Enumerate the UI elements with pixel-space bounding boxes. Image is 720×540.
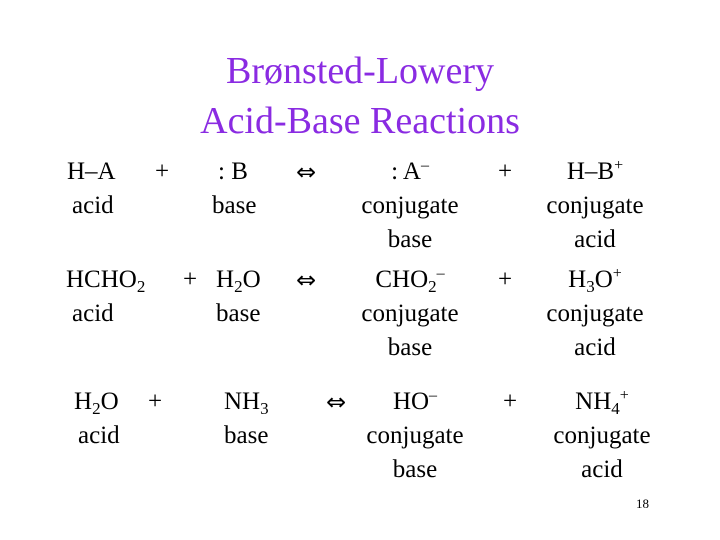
row3-plus2: + bbox=[503, 388, 518, 415]
row3-product2-subscript: 4 bbox=[611, 399, 620, 418]
title-line1-text: Brønsted-Lowery bbox=[225, 50, 495, 92]
row3-product1-label2: base bbox=[392, 456, 438, 483]
row3-product2-charge: + bbox=[619, 387, 629, 404]
row2-reactant2-formula-end: O bbox=[242, 266, 261, 293]
page-number: 18 bbox=[636, 496, 649, 511]
row2-product2-formula-end: O bbox=[594, 266, 613, 293]
row2-plus2: + bbox=[498, 266, 513, 293]
row1-product1-formula: : A bbox=[391, 158, 421, 185]
row1-plus2: + bbox=[498, 158, 513, 185]
row3-product2 bbox=[532, 385, 672, 419]
row3-product1-label1: conjugate bbox=[366, 422, 464, 449]
row2-product1-charge: – bbox=[436, 265, 445, 282]
row2-product1-label1: conjugate bbox=[361, 300, 459, 327]
row2-product1-subscript: 2 bbox=[428, 277, 437, 296]
row2-product1-formula: CHO bbox=[375, 266, 429, 293]
row3-reactant1-subscript: 2 bbox=[92, 399, 101, 418]
row3-reactant1-formula: H bbox=[74, 388, 93, 415]
row3-product2-formula: NH bbox=[575, 388, 612, 415]
row3-product1-formula: HO bbox=[392, 388, 430, 415]
row3-reactant1 bbox=[74, 385, 119, 419]
row1-plus1: + bbox=[155, 158, 170, 185]
row1-product2-label1: conjugate bbox=[546, 192, 644, 219]
row3-product2-label1: conjugate bbox=[553, 422, 651, 449]
slide-title-line2 bbox=[0, 100, 720, 142]
row1-product2-formula: H–B bbox=[566, 158, 615, 185]
row2-product2-label1: conjugate bbox=[546, 300, 644, 327]
row3-reactant1-formula-end: O bbox=[100, 388, 119, 415]
row2-reactant2 bbox=[216, 263, 261, 297]
row1-reactant2-label: base bbox=[212, 192, 257, 219]
row1-reactant1: H–A bbox=[67, 158, 116, 185]
row1-product1 bbox=[340, 155, 480, 189]
row2-reactant2-subscript: 2 bbox=[234, 277, 243, 296]
row3-product1-charge: – bbox=[429, 387, 438, 404]
row1-reactant1-label: acid bbox=[72, 192, 114, 219]
row1-equilibrium-arrow-icon: ⇔ bbox=[296, 158, 317, 186]
row2-reactant1-formula: HCHO bbox=[66, 266, 137, 293]
row1-reactant2: : B bbox=[218, 158, 248, 185]
row2-reactant1-subscript: 2 bbox=[136, 277, 146, 296]
row2-product2-label2: acid bbox=[574, 334, 616, 361]
row2-plus1: + bbox=[183, 266, 198, 293]
row1-product2-charge: + bbox=[614, 157, 624, 174]
row2-reactant2-label: base bbox=[216, 300, 261, 327]
row2-reactant1 bbox=[66, 263, 145, 297]
row3-reactant2-formula: NH bbox=[224, 388, 261, 415]
row3-product2-label2: acid bbox=[581, 456, 623, 483]
row1-product2 bbox=[525, 155, 665, 189]
slide-title-line1 bbox=[0, 50, 720, 92]
row2-product2-formula: H bbox=[568, 266, 587, 293]
row1-product1-label1: conjugate bbox=[361, 192, 459, 219]
row2-equilibrium-arrow-icon: ⇔ bbox=[296, 266, 317, 294]
row3-reactant2-label: base bbox=[224, 422, 269, 449]
row3-plus1: + bbox=[148, 388, 163, 415]
row3-reactant1-label: acid bbox=[78, 422, 120, 449]
row1-product1-label2: base bbox=[387, 226, 433, 253]
row3-reactant2 bbox=[224, 385, 269, 419]
row1-product2-label2: acid bbox=[574, 226, 616, 253]
row3-product1 bbox=[345, 385, 485, 419]
row2-product2 bbox=[525, 263, 665, 297]
row2-product1 bbox=[340, 263, 480, 297]
row2-product1-label2: base bbox=[387, 334, 433, 361]
row3-reactant2-subscript: 3 bbox=[260, 399, 269, 418]
row1-product1-charge: – bbox=[420, 157, 429, 174]
row2-reactant2-formula: H bbox=[216, 266, 235, 293]
row2-product2-subscript: 3 bbox=[586, 277, 595, 296]
row3-equilibrium-arrow-icon: ⇔ bbox=[326, 388, 347, 416]
row2-product2-charge: + bbox=[612, 265, 622, 282]
row2-reactant1-label: acid bbox=[72, 300, 114, 327]
title-line2-text: Acid-Base Reactions bbox=[200, 100, 520, 142]
